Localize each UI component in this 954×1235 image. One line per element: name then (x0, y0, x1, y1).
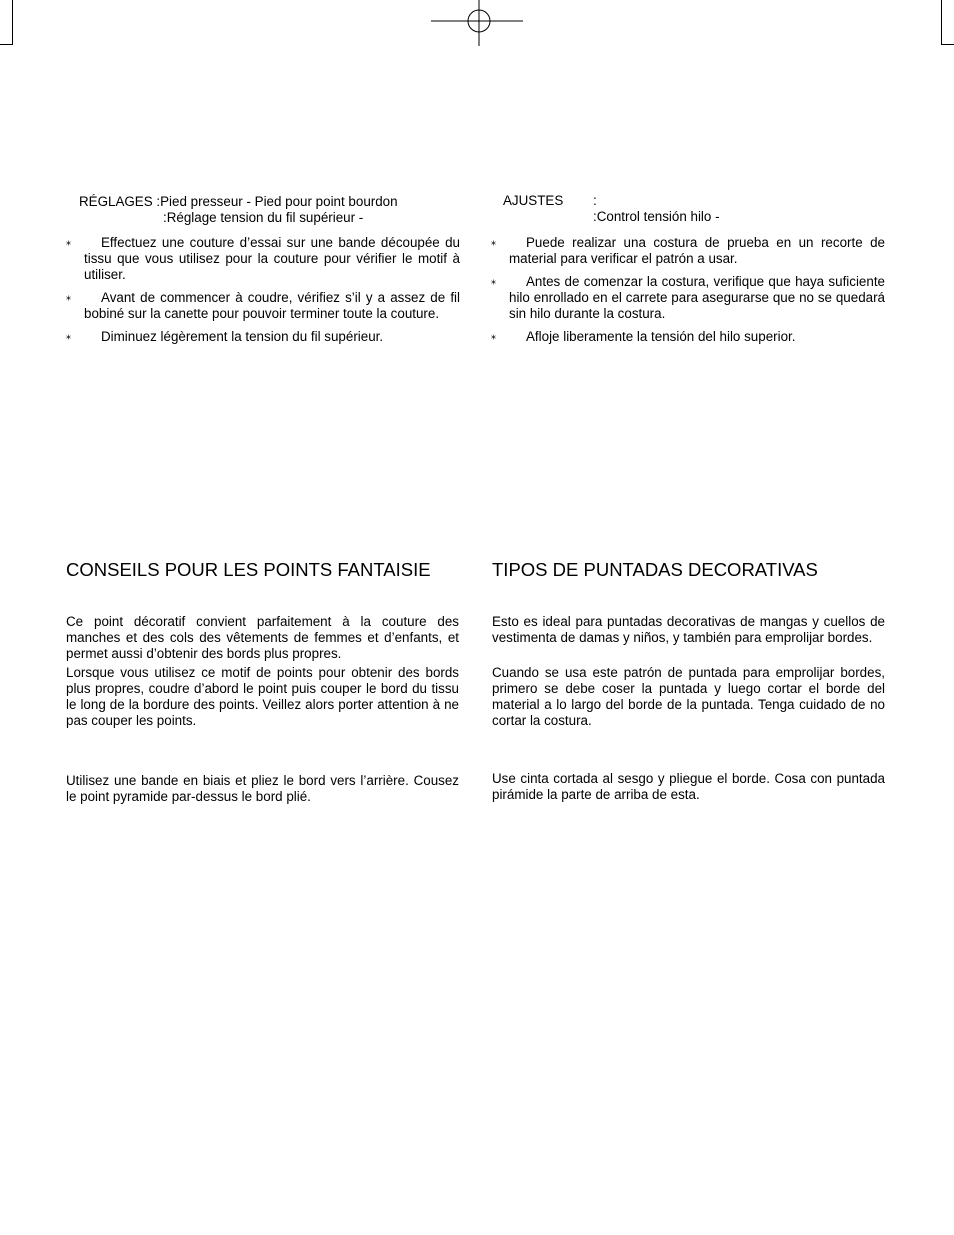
es-bullet-text: Afloje liberamente la tensión del hilo superior. (526, 329, 796, 344)
fr-bullet-list (66, 235, 460, 352)
es-paragraph-1: Esto es ideal para puntadas decorativas de mangas y cuellos de vestimenta de damas y niños, y también para emprolijar bordes. (492, 614, 885, 645)
es-section-heading: TIPOS DE PUNTADAS DECORATIVAS (492, 559, 818, 580)
list-item (66, 329, 460, 345)
asterisk-icon: ⁎ (491, 331, 496, 342)
es-paragraph-2: Cuando se usa este patrón de puntada para emprolijar bordes, primero se debe coser la puntada y luego cortar el borde del material a lo largo del borde de la puntada. Tenga cuidado de no cortar la costura. (492, 665, 885, 728)
asterisk-icon: ⁎ (66, 237, 71, 248)
es-paragraph-3: Use cinta cortada al sesgo y pliegue el borde. Cosa con puntada pirámide la parte de arriba de esta. (492, 771, 885, 802)
list-item (491, 235, 885, 267)
fr-settings-label: RÉGLAGES :Pied presseur - Pied pour point bourdon (79, 194, 398, 209)
fr-paragraph-3: Utilisez une bande en biais et pliez le bord vers l’arrière. Cousez le point pyramide par-dessus le bord plié. (66, 773, 459, 804)
es-settings-line2: :Control tensión hilo - (593, 209, 720, 224)
fr-section-heading: CONSEILS POUR LES POINTS FANTAISIE (66, 559, 431, 580)
list-item (66, 235, 460, 283)
asterisk-icon: ⁎ (491, 237, 496, 248)
es-settings-colon: : (593, 193, 597, 208)
es-bullet-text: Antes de comenzar la costura, verifique que haya suficiente hilo enrollado en el carrete para asegurarse que no se quedará sin hilo durante la costura. (509, 274, 885, 321)
list-item (491, 329, 885, 345)
fr-bullet-text: Effectuez une couture d’essai sur une bande découpée du tissu que vous utilisez pour la couture pour vérifier le motif à utiliser. (84, 235, 460, 282)
fr-paragraph-2: Lorsque vous utilisez ce motif de points pour obtenir des bords plus propres, coudre d’abord le point puis couper le bord du tissu le long de la bordure des points. Veillez alors porter attention à ne pas couper les points. (66, 665, 459, 728)
fr-paragraph-1: Ce point décoratif convient parfaitement à la couture des manches et des cols des vêtements de femmes et d’enfants, et permet aussi d’obtenir des bords plus propres. (66, 614, 459, 661)
es-bullet-list (491, 235, 885, 352)
fr-bullet-text: Diminuez légèrement la tension du fil supérieur. (101, 329, 384, 344)
list-item (66, 290, 460, 322)
fr-settings-line2: :Réglage tension du fil supérieur - (163, 210, 364, 225)
es-settings-label: AJUSTES (503, 193, 564, 208)
fr-bullet-text: Avant de commencer à coudre, vérifiez s’il y a assez de fil bobiné sur la canette pour pouvoir terminer toute la couture. (84, 290, 460, 321)
es-bullet-text: Puede realizar una costura de prueba en un recorte de material para verificar el patrón a usar. (509, 235, 885, 266)
registration-mark-icon (431, 0, 523, 46)
asterisk-icon: ⁎ (66, 331, 71, 342)
asterisk-icon: ⁎ (491, 276, 496, 287)
list-item (491, 274, 885, 322)
asterisk-icon: ⁎ (66, 292, 71, 303)
